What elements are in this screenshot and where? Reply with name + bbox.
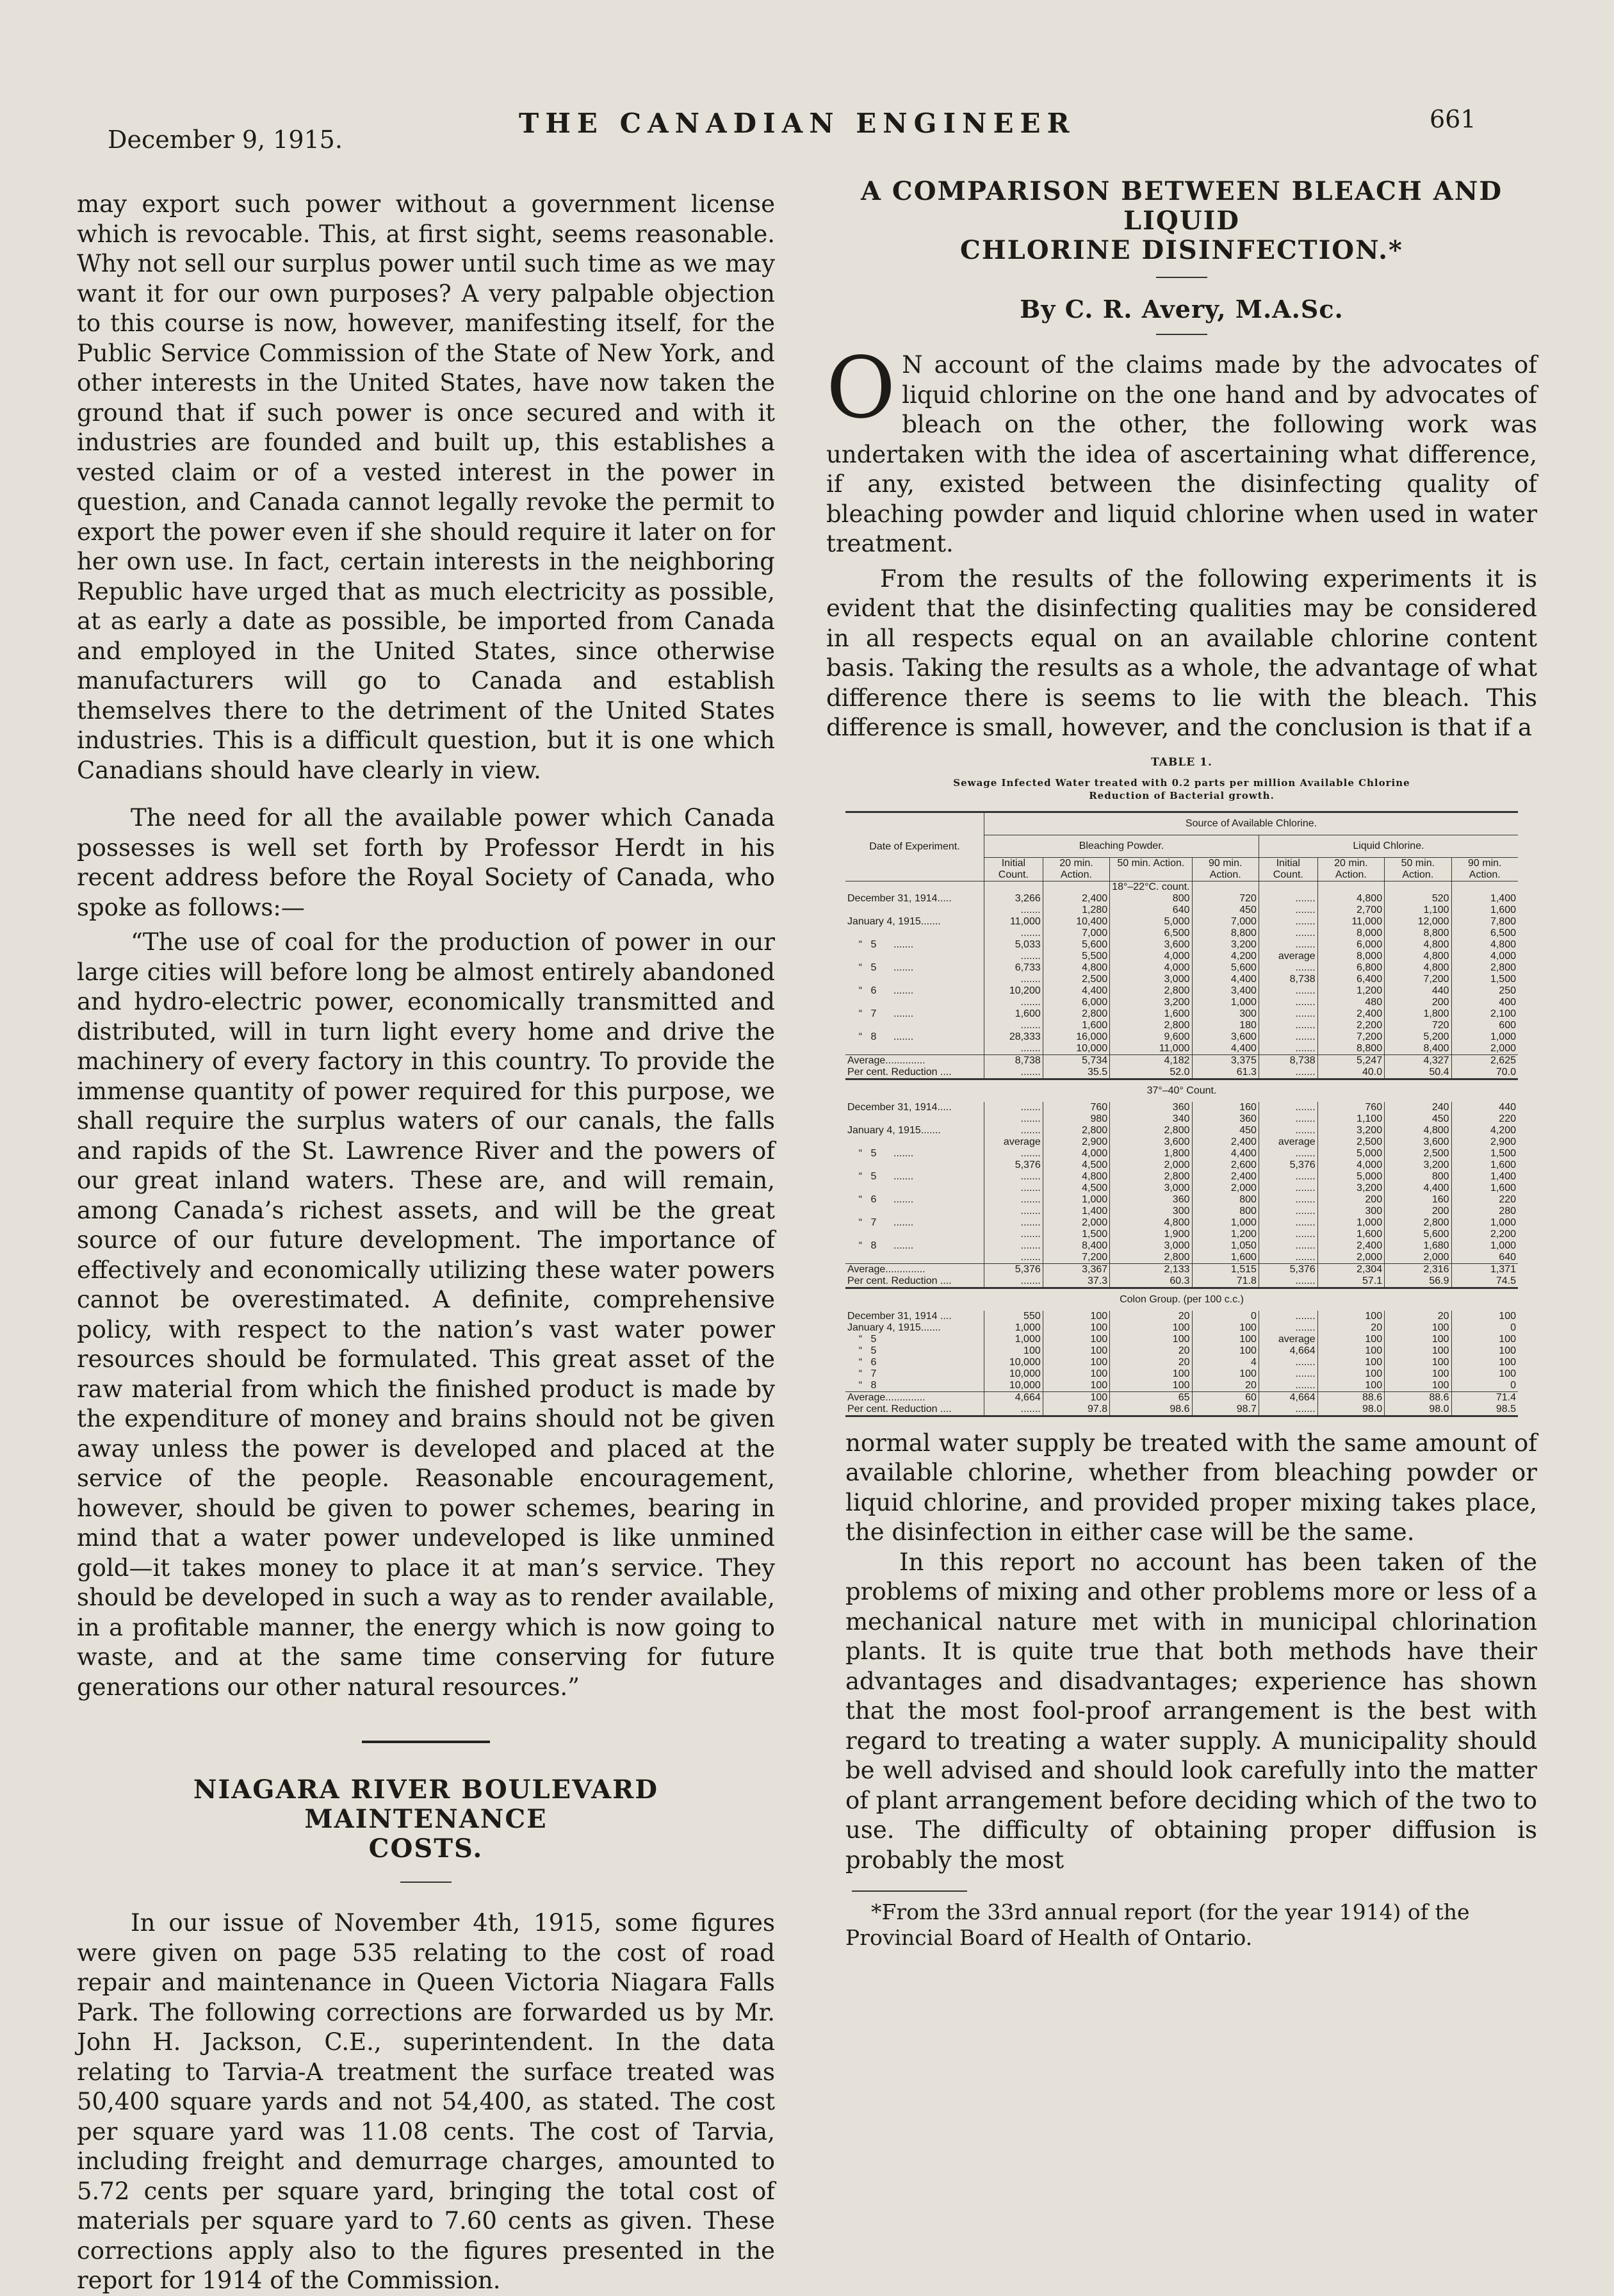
paragraph-mixing: In this report no account has been taken of the problems of mixing and other problems more or less of a mechanical nature met with in municipal chlorination plants. It is quite true that both methods have their advantages and disadvantages; experience has shown that the most fool-proof arrangement is the best with regard to treating a water supply. A municipality should be well advised and should look carefully into the matter of plant arrangement before deciding which of the two to use. The difficulty of obtaining proper diffusion is probably the most <box>845 1548 1537 1874</box>
avg-cell: 88.6 98.0 <box>1317 1391 1384 1416</box>
table-cell: 100 20 100 100 100 100 100 <box>1317 1311 1384 1392</box>
article-title-chlorine-line2: CHLORINE DISINFECTION.* <box>960 235 1403 265</box>
footnote: *From the 33rd annual report (for the year 1914) of the Provincial Board of Health of Ontario. <box>845 1899 1470 1950</box>
table-dates: December 31, 1914 .... January 4, 1915....... “ 5 “ 5 “ 6 “ 7 “ 8 <box>847 1310 952 1391</box>
table-cell: 760 1,100 3,200 2,500 5,000 4,000 5,000 3,200 200 300 1,000 1,600 2,400 2,000 <box>1317 1102 1384 1264</box>
subcol-header: 50 min. Action. <box>1385 857 1451 881</box>
table-cell: 20 100 100 100 100 100 100 <box>1385 1311 1451 1392</box>
table-cell: ....... ....... ....... average ....... 5,376 ....... ....... ....... ....... ....... ....... ....... ....... <box>984 1102 1043 1264</box>
table-dates: December 31, 1914..... January 4, 1915....... “ 5 ....... “ 5 ....... “ 6 ....... “ 7 ....... “ 8 ....... <box>847 1101 952 1251</box>
table-cell: 360 340 2,800 3,600 1,800 2,000 2,800 3,000 360 300 4,800 1,900 3,000 2,800 <box>1110 1102 1192 1264</box>
table-dates: December 31, 1914..... January 4, 1915....... “ 5 ....... “ 5 ....... “ 6 ....... “ 7 ....... “ 8 ....... <box>847 892 952 1042</box>
paragraph-conclusion: normal water supply be treated with the same amount of available chlorine, whether from bleaching powder or liquid chlorine, and provided proper mixing takes place, the disinfection in either case will be the same. <box>845 1429 1537 1546</box>
col-source-header: Source of Available Chlorine. <box>984 812 1519 835</box>
drop-cap: O <box>826 339 896 438</box>
byline-divider <box>1156 334 1207 335</box>
paragraph-chlorine-intro <box>826 339 1537 559</box>
avg-cell: 4,664 ....... <box>984 1391 1043 1416</box>
subcol-header: 20 min. Action. <box>1043 857 1109 881</box>
col-bleach-header: Bleaching Powder. <box>984 835 1259 857</box>
col-liquid-header: Liquid Chlorine. <box>1259 835 1518 857</box>
table-cell: ....... ....... ....... average ....... 5,376 ....... ....... ....... ....... ....... ....... ....... ....... <box>1259 1102 1317 1264</box>
avg-cell: 1,515 71.8 <box>1192 1263 1259 1288</box>
issue-date: December 9, 1915. <box>108 126 343 154</box>
paragraph-niagara-costs: In our issue of November 4th, 1915, some figures were given on page 535 relating to the cost of road repair and maintenance in Queen Victoria Niagara Falls Park. The following corrections are forwarded us by Mr. John H. Jackson, C.E., superintendent. In the data relating to Tarvia-A treatment the surface treated was 50,400 square yards and not 54,400, as stated. The cost per square yard was 11.08 cents. The cost of Tarvia, including freight and demurrage charges, amounted to 5.72 cents per square yard, bringing the total cost of materials per square yard to 7.60 cents as given. These corrections apply also to the figures presented in the report for 1914 of the Commission. <box>77 1909 775 2294</box>
table-cell: 4,800 2,700 11,000 8,000 6,000 8,000 6,800 6,400 1,200 480 2,400 2,200 7,200 8,800 <box>1317 881 1384 1054</box>
table-cell: 720 450 7,000 8,800 3,200 4,200 5,600 4,400 3,400 1,000 300 180 3,600 4,400 <box>1192 881 1259 1054</box>
avg-cell: 4,182 52.0 <box>1110 1054 1192 1079</box>
table-cell: 240 450 4,800 3,600 2,500 3,200 800 4,400 160 200 2,800 5,600 1,680 2,000 <box>1385 1102 1451 1264</box>
avg-cell: 8,738 ....... <box>1259 1054 1317 1079</box>
table-caption: TABLE 1. <box>1151 755 1212 769</box>
table-cell: 20 100 100 20 20 100 100 <box>1110 1311 1192 1392</box>
avg-cell: 3,367 37.3 <box>1043 1263 1109 1288</box>
section-heading: 18°–22°C. count. <box>1112 881 1190 892</box>
footnote-divider <box>852 1890 967 1892</box>
article-title-niagara-line2: COSTS. <box>368 1833 484 1864</box>
avg-cell: 88.6 98.0 <box>1385 1391 1451 1416</box>
table-cell: 550 1,000 1,000 100 10,000 10,000 10,000 <box>984 1311 1043 1392</box>
avg-cell: 2,316 56.9 <box>1385 1263 1451 1288</box>
avg-cell: 3,375 61.3 <box>1192 1054 1259 1079</box>
table-cell: ....... ....... ....... ....... ....... average ....... 8,738 ....... ....... ....... ....... ....... ....... <box>1259 881 1317 1054</box>
table-cell-values: 800 640 5,000 6,500 3,600 4,000 4,000 3,000 2,800 3,200 1,600 2,800 9,600 11,000 <box>1159 892 1190 1054</box>
table-cell: 0 100 100 100 4 100 20 <box>1192 1311 1259 1392</box>
avg-cell: 100 97.8 <box>1043 1391 1109 1416</box>
section-heading: Colon Group. (per 100 c.c.) <box>845 1288 1518 1311</box>
subcol-header: 50 min. Action. <box>1110 857 1192 881</box>
avg-cell: 5,734 35.5 <box>1043 1054 1109 1079</box>
subcol-header: Initial Count. <box>1259 857 1317 881</box>
paragraph-export-license: may export such power without a government license which is revocable. This, at first sight, seems reasonable. Why not sell our surplus power until such time as we may want it for our own purposes? A very palpable objection to this course is now, however, manifesting itself, for the Public Service Commission of the State of New York, and other interests in the United States, have now taken the ground that if such power is once secured and with it industries are founded and built up, this establishes a vested claim or of a vested interest in the power in question, and Canada cannot legally revoke the permit to export the power even if she should require it later on for her own use. In fact, certain interests in the neighboring Republic have urged that as much electricity as possible, at as early a date as possible, be imported from Canada and employed in the United States, since otherwise manufacturers will go to Canada and establish themselves there to the detriment of the United States industries. This is a difficult question, but it is one which Canadians should have clearly in view. <box>77 190 775 784</box>
article-title-chlorine-line1: A COMPARISON BETWEEN BLEACH AND LIQUID <box>860 176 1503 236</box>
table-cell: 1,400 1,600 7,800 6,500 4,800 4,000 2,800 1,500 250 400 2,100 600 1,000 2,000 <box>1451 881 1518 1054</box>
avg-cell: 8,738 ....... <box>984 1054 1043 1079</box>
avg-cell: 2,133 60.3 <box>1110 1263 1192 1288</box>
bacteria-table <box>845 811 1518 1417</box>
avg-label: Average.............. Per cent. Reduction .... <box>845 1263 984 1288</box>
journal-title: THE CANADIAN ENGINEER <box>519 108 1076 139</box>
author-byline: By C. R. Avery, M.A.Sc. <box>1020 295 1344 324</box>
avg-cell: 71.4 98.5 <box>1451 1391 1518 1416</box>
avg-label: Average.............. Per cent. Reduction .... <box>845 1054 984 1079</box>
table-cell: 760 980 2,800 2,900 4,000 4,500 4,800 4,500 1,000 1,400 2,000 1,500 8,400 7,200 <box>1043 1102 1109 1264</box>
avg-cell: 4,664 ....... <box>1259 1391 1317 1416</box>
table-cell: ....... ....... average 4,664 ....... ....... ....... <box>1259 1311 1317 1392</box>
table-cell <box>1110 881 1192 1054</box>
subcol-header: 20 min. Action. <box>1317 857 1384 881</box>
paragraph-results: From the results of the following experiments it is evident that the disinfecting qualities may be considered in all respects equal on an available chlorine content basis. Taking the results as a whole, the advantage of what difference there is seems to lie with the bleach. This difference is small, however, and the conclusion is that if a <box>826 564 1537 741</box>
left-column <box>77 190 775 2296</box>
paragraph-herdt-intro: The need for all the available power which Canada possesses is well set forth by Professor Herdt in his recent address before the Royal Society of Canada, who spoke as follows:— <box>77 804 775 921</box>
paragraph-herdt-quote: “The use of coal for the production of power in our large cities will before long be almost entirely abandoned and hydro-electric power, economically transmitted and distributed, will in turn light every home and drive the machinery of every factory in this country. To provide the immense quantity of power required for this purpose, we shall require the surplus waters of our canals, the falls and rapids of the St. Lawrence River and the powers of our great inland waters. These are, and will remain, among Canada’s richest assets, and will be the great source of our future development. The importance of effectively and economically utilizing these water powers cannot be overestimated. A definite, comprehensive policy, with respect to the nation’s vast water power resources should be formulated. This great asset of the raw material from which the finished product is made by the expenditure of money and brains should not be given away unless the power is developed and placed at the service of the people. Reasonable encouragement, however, should be given to power schemes, bearing in mind that a water power undeveloped is like unmined gold—it takes money to place it at man’s service. They should be developed in such a way as to render available, in a profitable manner, the energy which is now going to waste, and at the same time conserving for future generations our other natural resources.” <box>77 928 775 1701</box>
avg-label: Average.............. Per cent. Reduction .... <box>845 1391 984 1416</box>
subcol-header: 90 min. Action. <box>1451 857 1518 881</box>
right-column <box>826 177 1537 1951</box>
table-cell: 2,400 1,280 10,400 7,000 5,600 5,500 4,800 2,500 4,400 6,000 2,800 1,600 16,000 10,000 <box>1043 881 1109 1054</box>
article-title-niagara <box>77 1775 775 1864</box>
table-cell: 160 360 450 2,400 4,400 2,600 2,400 2,000 800 800 1,000 1,200 1,050 1,600 <box>1192 1102 1259 1264</box>
avg-cell: 5,247 40.0 <box>1317 1054 1384 1079</box>
avg-cell: 4,327 50.4 <box>1385 1054 1451 1079</box>
article-title-chlorine <box>826 177 1537 265</box>
table-subtitle <box>826 776 1537 802</box>
subcol-header: Initial Count. <box>984 857 1043 881</box>
avg-cell: 65 98.6 <box>1110 1391 1192 1416</box>
table-subtitle-line2: Reduction of Bacterial growth. <box>1089 789 1275 801</box>
avg-cell: 5,376 ....... <box>1259 1263 1317 1288</box>
avg-cell: 1,371 74.5 <box>1451 1263 1518 1288</box>
avg-cell: 5,376 ....... <box>984 1263 1043 1288</box>
avg-cell: 60 98.7 <box>1192 1391 1259 1416</box>
section-heading: 37°–40° Count. <box>845 1079 1518 1102</box>
subcol-header: 90 min. Action. <box>1192 857 1259 881</box>
table-subtitle-line1: Sewage Infected Water treated with 0.2 parts per million Available Chlorine <box>953 776 1410 789</box>
table-cell: 440 220 4,200 2,900 1,500 1,600 1,400 1,600 220 280 1,000 2,200 1,000 640 <box>1451 1102 1518 1264</box>
table-cell: 100 100 100 100 100 100 100 <box>1043 1311 1109 1392</box>
table-cell: 3,266 ....... 11,000 ....... 5,033 ....... 6,733 ....... 10,200 ....... 1,600 ....... 28,333 ....... <box>984 881 1043 1054</box>
intro-text: N account of the claims made by the advocates of liquid chlorine on the one hand and by advocates of bleach on the other, the following work was undertaken with the idea of ascertaining what difference, if any, existed between the disinfecting quality of bleaching powder and liquid chlorine when used in water treatment. <box>826 351 1537 557</box>
col-date-header: Date of Experiment. <box>845 812 984 881</box>
title-divider <box>1156 277 1207 278</box>
avg-cell: 2,304 57.1 <box>1317 1263 1384 1288</box>
article-title-niagara-line1: NIAGARA RIVER BOULEVARD MAINTENANCE <box>193 1775 659 1834</box>
avg-cell: 2,625 70.0 <box>1451 1054 1518 1079</box>
table-cell: 100 0 100 100 100 100 0 <box>1451 1311 1518 1392</box>
table-cell: 520 1,100 12,000 8,800 4,800 4,800 4,800 7,200 440 200 1,800 720 5,200 8,400 <box>1385 881 1451 1054</box>
page-number: 661 <box>1430 105 1476 133</box>
